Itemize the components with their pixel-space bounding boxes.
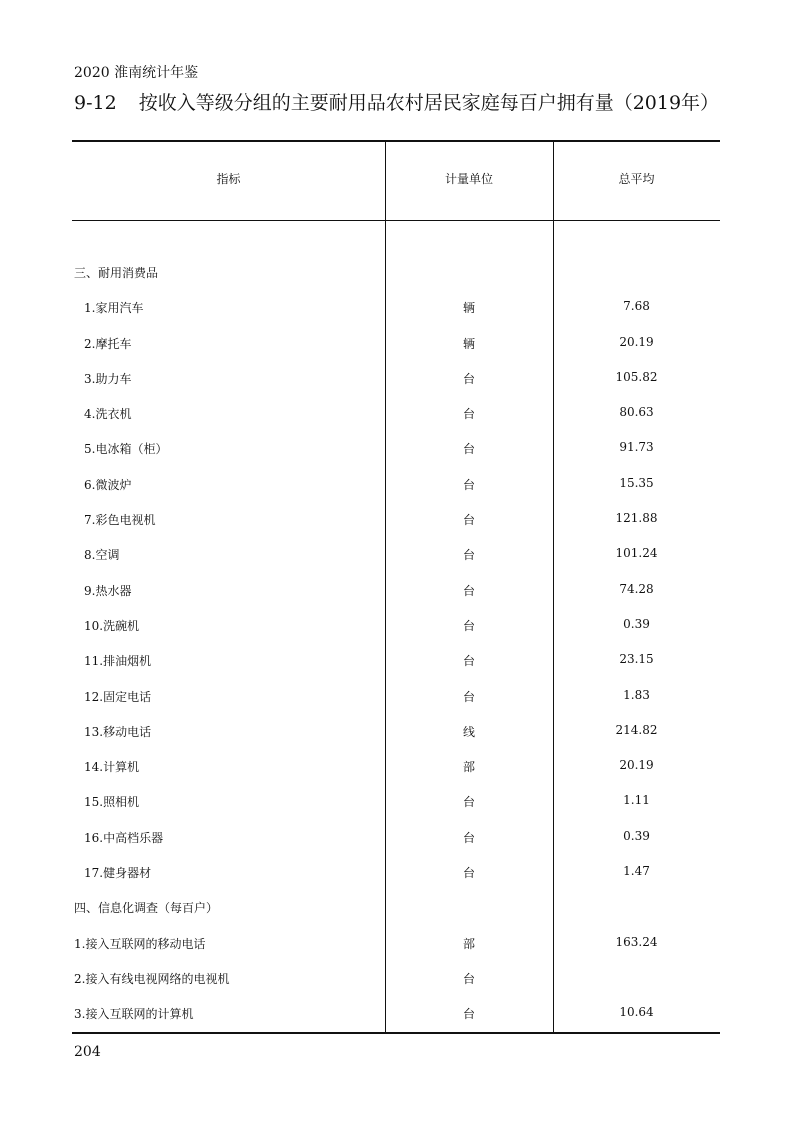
table-row <box>72 890 720 925</box>
table-row <box>72 679 720 714</box>
row-indicator: 三、耐用消费品 <box>74 266 159 280</box>
table-top-rule <box>72 140 720 142</box>
row-indicator: 7.彩色电视机 <box>84 513 156 528</box>
row-indicator: 16.中高档乐器 <box>84 830 164 845</box>
row-unit: 台 <box>462 583 475 598</box>
table-row <box>72 926 720 961</box>
row-unit: 台 <box>462 866 475 881</box>
row-average-value: 1.83 <box>623 687 650 702</box>
table-row <box>72 255 720 290</box>
row-average-value: 74.28 <box>619 581 654 596</box>
table-row <box>72 467 720 502</box>
row-indicator: 6.微波炉 <box>84 477 132 492</box>
row-average-value: 101.24 <box>615 546 658 561</box>
row-indicator: 15.照相机 <box>84 795 140 810</box>
table-body <box>72 255 720 1032</box>
row-unit: 部 <box>462 936 475 951</box>
row-unit: 台 <box>462 477 475 492</box>
row-unit: 辆 <box>462 301 475 316</box>
row-unit: 台 <box>462 548 475 563</box>
row-average-value: 10.64 <box>619 1005 654 1020</box>
row-unit: 台 <box>462 513 475 528</box>
row-average-value: 0.39 <box>623 828 650 843</box>
table-row <box>72 573 720 608</box>
table-row <box>72 537 720 572</box>
page-number: 204 <box>74 1044 101 1060</box>
row-indicator: 3.接入互联网的计算机 <box>74 1007 194 1022</box>
row-unit: 台 <box>462 830 475 845</box>
row-average-value: 80.63 <box>619 405 654 420</box>
column-header-average: 总平均 <box>618 172 655 186</box>
row-unit: 部 <box>462 760 475 775</box>
row-average-value: 121.88 <box>615 511 658 526</box>
row-unit: 台 <box>462 618 475 633</box>
table-row <box>72 714 720 749</box>
column-header-unit: 计量单位 <box>444 172 493 186</box>
row-indicator: 13.移动电话 <box>84 724 152 739</box>
table-header-rule <box>72 220 720 221</box>
row-indicator: 14.计算机 <box>84 760 140 775</box>
table-row <box>72 326 720 361</box>
table-bottom-rule <box>72 1032 720 1034</box>
table-row <box>72 502 720 537</box>
row-indicator: 2.接入有线电视网络的电视机 <box>74 971 230 986</box>
table-row <box>72 643 720 678</box>
row-average-value: 23.15 <box>619 652 654 667</box>
row-average-value: 0.39 <box>623 616 650 631</box>
row-indicator: 8.空调 <box>84 548 120 563</box>
table-row <box>72 396 720 431</box>
table-row <box>72 996 720 1031</box>
row-indicator: 1.接入互联网的移动电话 <box>74 936 206 951</box>
table-title <box>74 88 719 115</box>
row-unit: 台 <box>462 654 475 669</box>
table-row <box>72 290 720 325</box>
row-unit: 辆 <box>462 336 475 351</box>
table-row <box>72 784 720 819</box>
table-row <box>72 961 720 996</box>
row-indicator: 10.洗碗机 <box>84 618 140 633</box>
row-unit: 台 <box>462 371 475 386</box>
row-average-value: 214.82 <box>615 722 658 737</box>
row-average-value: 91.73 <box>619 440 654 455</box>
row-unit: 线 <box>462 724 475 739</box>
row-average-value: 15.35 <box>619 475 654 490</box>
row-indicator: 2.摩托车 <box>84 336 132 351</box>
table-row <box>72 820 720 855</box>
row-unit: 台 <box>462 1007 475 1022</box>
table-row <box>72 431 720 466</box>
row-average-value: 20.19 <box>619 758 654 773</box>
table-row <box>72 855 720 890</box>
row-average-value: 7.68 <box>623 299 650 314</box>
row-average-value: 1.47 <box>623 864 650 879</box>
table-row <box>72 749 720 784</box>
row-unit: 台 <box>462 442 475 457</box>
row-unit: 台 <box>462 407 475 422</box>
row-average-value: 105.82 <box>615 369 658 384</box>
row-unit: 台 <box>462 689 475 704</box>
table-row <box>72 361 720 396</box>
row-indicator: 3.助力车 <box>84 371 132 386</box>
row-indicator: 4.洗衣机 <box>84 407 132 422</box>
row-average-value: 163.24 <box>615 934 658 949</box>
row-average-value: 1.11 <box>623 793 650 808</box>
row-indicator: 5.电冰箱（柜） <box>84 442 168 457</box>
row-indicator: 四、信息化调查（每百户） <box>74 901 219 916</box>
row-indicator: 1.家用汽车 <box>84 301 144 316</box>
table-title-text: 按收入等级分组的主要耐用品农村居民家庭每百户拥有量（2019年） <box>138 92 720 114</box>
row-unit: 台 <box>462 795 475 810</box>
row-indicator: 9.热水器 <box>84 583 132 598</box>
table-row <box>72 608 720 643</box>
row-indicator: 17.健身器材 <box>84 866 152 881</box>
row-average-value: 20.19 <box>619 334 654 349</box>
row-indicator: 11.排油烟机 <box>84 654 152 669</box>
yearbook-header: 2020 淮南统计年鉴 <box>74 65 199 81</box>
table-number: 9-12 <box>74 92 117 114</box>
row-unit: 台 <box>462 971 475 986</box>
row-indicator: 12.固定电话 <box>84 689 152 704</box>
column-header-indicator: 指标 <box>216 172 241 186</box>
